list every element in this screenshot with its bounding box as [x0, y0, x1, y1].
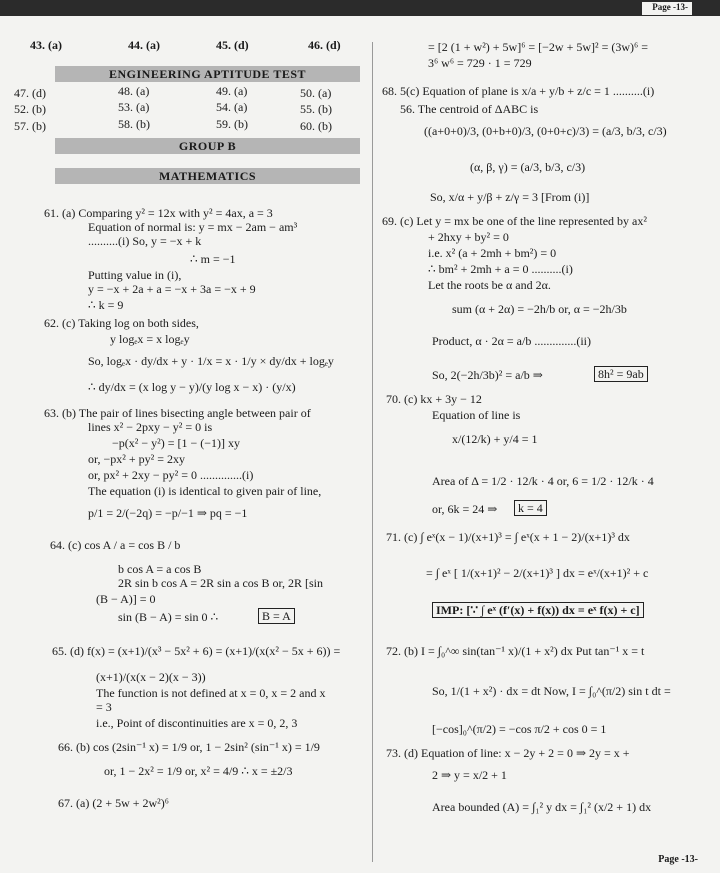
left-line: 63. (b) The pair of lines bisecting angle between pair of — [44, 406, 311, 420]
right-line: Product, α · 2α = a/b ..............(ii) — [432, 334, 591, 348]
left-line: 64. (c) cos A / a = cos B / b — [50, 538, 181, 552]
math-title: MATHEMATICS — [55, 168, 360, 184]
right-line: [−cos]₀^(π/2) = −cos π/2 + cos 0 = 1 — [432, 722, 607, 736]
imp-box: IMP: [∵ ∫ eˣ (f′(x) + f(x)) dx = eˣ f(x) + c] — [432, 602, 644, 618]
left-line: Putting value in (i), — [88, 268, 182, 282]
right-line: Let the roots be α and 2α. — [428, 278, 551, 292]
right-line: x/(12/k) + y/4 = 1 — [452, 432, 538, 446]
right-line: 3⁶ w⁶ = 729 · 1 = 729 — [428, 56, 532, 70]
right-line: 56. The centroid of ΔABC is — [400, 102, 539, 116]
left-line: The function is not defined at x = 0, x = 2 and x — [96, 686, 326, 700]
right-line: + 2hxy + by² = 0 — [428, 230, 509, 244]
left-line: i.e., Point of discontinuities are x = 0, 2, 3 — [96, 716, 298, 730]
right-line: sum (α + 2α) = −2h/b or, α = −2h/3b — [452, 302, 627, 316]
eng-ans: 57. (b) — [14, 119, 46, 133]
left-line: y = −x + 2a + a = −x + 3a = −x + 9 — [88, 282, 256, 296]
left-line: ∴ dy/dx = (x log y − y)/(y log x − x) · (y/x) — [88, 380, 296, 394]
left-line: (B − A)] = 0 — [96, 592, 156, 606]
right-line: 72. (b) I = ∫₀^∞ sin(tan⁻¹ x)/(1 + x²) dx Put tan⁻¹ x = t — [386, 644, 645, 658]
left-line: 62. (c) Taking log on both sides, — [44, 316, 199, 330]
right-line: So, 1/(1 + x²) · dx = dt Now, I = ∫₀^(π/2) sin t dt = — [432, 684, 671, 698]
answer-43: 43. (a) — [30, 38, 62, 52]
eng-ans: 60. (b) — [300, 119, 332, 133]
page-footer: Page -13- — [658, 854, 698, 865]
right-line: 2 ⇒ y = x/2 + 1 — [432, 768, 507, 782]
right-line: 71. (c) ∫ eˣ(x − 1)/(x+1)³ = ∫ eˣ(x + 1 − 2)/(x+1)³ dx — [386, 530, 630, 544]
top-dark-strip — [0, 0, 720, 16]
boxed-answer-69: 8h² = 9ab — [594, 366, 648, 382]
right-line: ∴ bm² + 2mh + a = 0 ..........(i) — [428, 262, 573, 276]
right-line: (α, β, γ) = (a/3, b/3, c/3) — [470, 160, 586, 174]
eng-ans: 48. (a) — [118, 84, 150, 98]
left-line: 66. (b) cos (2sin⁻¹ x) = 1/9 or, 1 − 2sin² (sin⁻¹ x) = 1/9 — [58, 740, 320, 754]
left-line: or, px² + 2xy − py² = 0 ..............(i) — [88, 468, 254, 482]
answer-46: 46. (d) — [308, 38, 341, 52]
left-line: y logₑx = x logₑy — [110, 332, 190, 346]
eng-ans: 55. (b) — [300, 102, 332, 116]
right-line: So, x/α + y/β + z/γ = 3 [From (i)] — [430, 190, 590, 204]
eng-ans: 52. (b) — [14, 102, 46, 116]
left-line: So, logₑx · dy/dx + y · 1/x = x · 1/y × dy/dx + logₑy — [88, 354, 334, 368]
right-line: Area bounded (A) = ∫₁² y dx = ∫₁² (x/2 + 1) dx — [432, 800, 652, 814]
right-line: Equation of line is — [432, 408, 521, 422]
eng-section-title: ENGINEERING APTITUDE TEST — [55, 66, 360, 82]
right-line: = ∫ eˣ [ 1/(x+1)² − 2/(x+1)³ ] dx = eˣ/(x+1)² + c — [426, 566, 649, 580]
left-line: ∴ m = −1 — [190, 252, 236, 266]
page-header: Page -13- — [652, 2, 688, 12]
column-divider — [372, 42, 373, 862]
group-title: GROUP B — [55, 138, 360, 154]
left-line: b cos A = a cos B — [118, 562, 202, 576]
left-line: sin (B − A) = sin 0 ∴ — [118, 610, 219, 624]
right-line: So, 2(−2h/3b)² = a/b ⇒ — [432, 368, 543, 382]
eng-ans: 54. (a) — [216, 100, 248, 114]
boxed-answer-64: B = A — [258, 608, 295, 624]
right-line: = [2 (1 + w²) + 5w]⁶ = [−2w + 5w]² = (3w)⁶ = — [428, 40, 649, 54]
answer-45: 45. (d) — [216, 38, 249, 52]
left-line: 61. (a) Comparing y² = 12x with y² = 4ax, a = 3 — [44, 206, 273, 220]
eng-ans: 59. (b) — [216, 117, 248, 131]
left-line: ∴ k = 9 — [88, 298, 124, 312]
eng-ans: 58. (b) — [118, 117, 150, 131]
left-line: 65. (d) f(x) = (x+1)/(x³ − 5x² + 6) = (x+1)/(x(x² − 5x + 6)) = — [52, 644, 341, 658]
left-line: p/1 = 2/(−2q) = −p/−1 ⇒ pq = −1 — [88, 506, 248, 520]
left-line: lines x² − 2pxy − y² = 0 is — [88, 420, 213, 434]
left-line: ..........(i) So, y = −x + k — [88, 234, 202, 248]
left-line: = 3 — [96, 700, 112, 714]
right-line: 70. (c) kx + 3y − 12 — [386, 392, 482, 406]
left-line: −p(x² − y²) = [1 − (−1)] xy — [112, 436, 241, 450]
left-line: (x+1)/(x(x − 2)(x − 3)) — [96, 670, 206, 684]
right-line: ((a+0+0)/3, (0+b+0)/3, (0+0+c)/3) = (a/3, b/3, c/3) — [424, 124, 667, 138]
left-line: The equation (i) is identical to given pair of line, — [88, 484, 322, 498]
left-line: 2R sin b cos A = 2R sin a cos B or, 2R [sin — [118, 576, 323, 590]
eng-ans: 50. (a) — [300, 86, 332, 100]
boxed-answer-70: k = 4 — [514, 500, 547, 516]
right-line: i.e. x² (a + 2mh + bm²) = 0 — [428, 246, 557, 260]
right-line: 69. (c) Let y = mx be one of the line represented by ax² — [382, 214, 647, 228]
answer-44: 44. (a) — [128, 38, 160, 52]
left-line: 67. (a) (2 + 5w + 2w²)⁶ — [58, 796, 169, 810]
eng-ans: 53. (a) — [118, 100, 150, 114]
eng-ans: 49. (a) — [216, 84, 248, 98]
left-line: Equation of normal is: y = mx − 2am − am³ — [88, 220, 298, 234]
left-line: or, 1 − 2x² = 1/9 or, x² = 4/9 ∴ x = ±2/3 — [104, 764, 293, 778]
right-line: 73. (d) Equation of line: x − 2y + 2 = 0 ⇒ 2y = x + — [386, 746, 630, 760]
document-page — [0, 16, 720, 873]
left-line: or, −px² + py² = 2xy — [88, 452, 186, 466]
right-line: or, 6k = 24 ⇒ — [432, 502, 498, 516]
right-line: 68. 5(c) Equation of plane is x/a + y/b + z/c = 1 ..........(i) — [382, 84, 655, 98]
eng-ans: 47. (d) — [14, 86, 46, 100]
right-line: Area of Δ = 1/2 · 12/k · 4 or, 6 = 1/2 · 12/k · 4 — [432, 474, 654, 488]
